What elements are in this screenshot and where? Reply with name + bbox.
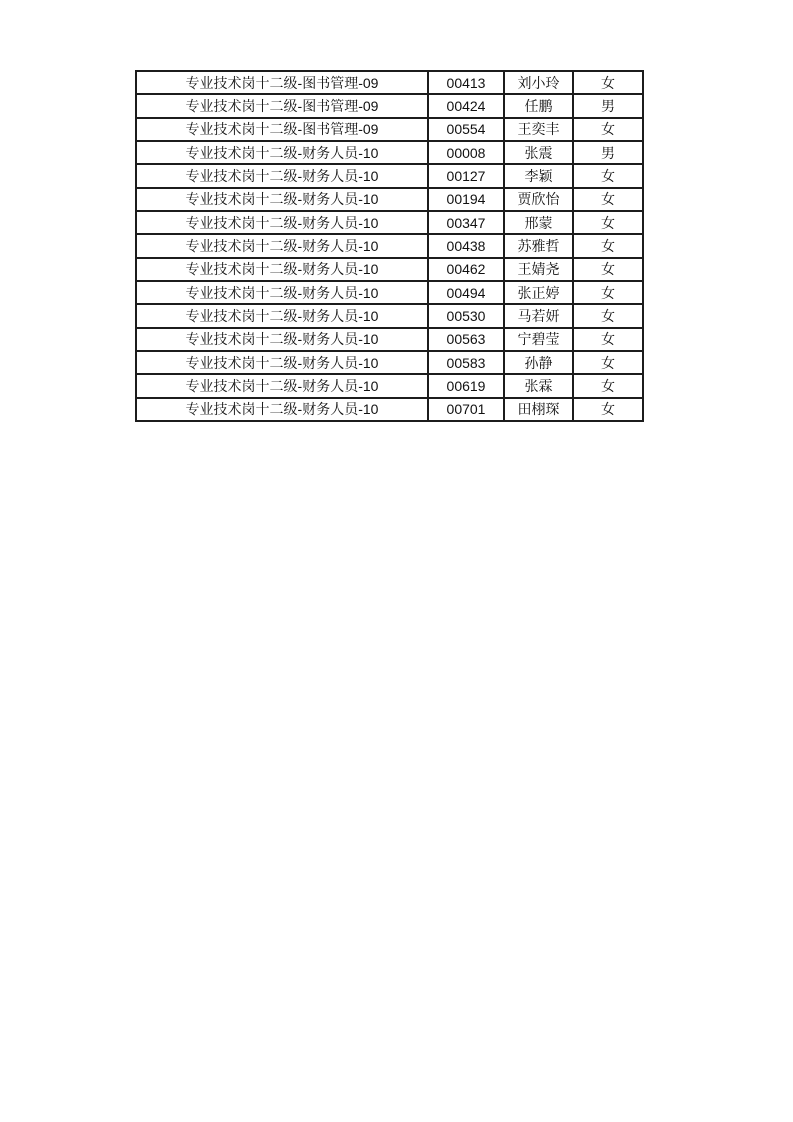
table-row bbox=[136, 374, 643, 397]
cell-position: 专业技术岗十二级-财务人员-10 bbox=[136, 234, 428, 257]
cell-gender: 女 bbox=[573, 351, 643, 374]
cell-exam-number: 00530 bbox=[428, 304, 504, 327]
cell-name: 张正婷 bbox=[504, 281, 573, 304]
cell-gender: 男 bbox=[573, 141, 643, 164]
cell-exam-number: 00194 bbox=[428, 188, 504, 211]
cell-gender: 女 bbox=[573, 71, 643, 94]
cell-exam-number: 00424 bbox=[428, 94, 504, 117]
cell-gender: 女 bbox=[573, 211, 643, 234]
table-row bbox=[136, 211, 643, 234]
cell-name: 马若妍 bbox=[504, 304, 573, 327]
table-row bbox=[136, 398, 643, 421]
cell-name: 王婧尧 bbox=[504, 258, 573, 281]
cell-exam-number: 00347 bbox=[428, 211, 504, 234]
cell-gender: 女 bbox=[573, 398, 643, 421]
cell-exam-number: 00619 bbox=[428, 374, 504, 397]
cell-gender: 女 bbox=[573, 188, 643, 211]
table-row bbox=[136, 71, 643, 94]
cell-gender: 女 bbox=[573, 328, 643, 351]
cell-position: 专业技术岗十二级-财务人员-10 bbox=[136, 188, 428, 211]
cell-name: 任鹏 bbox=[504, 94, 573, 117]
table-row bbox=[136, 304, 643, 327]
cell-name: 田栩琛 bbox=[504, 398, 573, 421]
cell-exam-number: 00701 bbox=[428, 398, 504, 421]
cell-exam-number: 00583 bbox=[428, 351, 504, 374]
cell-exam-number: 00413 bbox=[428, 71, 504, 94]
cell-gender: 女 bbox=[573, 304, 643, 327]
cell-name: 张霖 bbox=[504, 374, 573, 397]
cell-name: 苏雅哲 bbox=[504, 234, 573, 257]
cell-gender: 女 bbox=[573, 258, 643, 281]
cell-name: 李颖 bbox=[504, 164, 573, 187]
cell-position: 专业技术岗十二级-财务人员-10 bbox=[136, 258, 428, 281]
cell-position: 专业技术岗十二级-财务人员-10 bbox=[136, 328, 428, 351]
cell-gender: 女 bbox=[573, 164, 643, 187]
roster-table bbox=[135, 70, 644, 422]
cell-position: 专业技术岗十二级-图书管理-09 bbox=[136, 118, 428, 141]
cell-name: 贾欣怡 bbox=[504, 188, 573, 211]
table-row bbox=[136, 258, 643, 281]
cell-gender: 男 bbox=[573, 94, 643, 117]
cell-position: 专业技术岗十二级-财务人员-10 bbox=[136, 304, 428, 327]
table-row bbox=[136, 281, 643, 304]
cell-exam-number: 00554 bbox=[428, 118, 504, 141]
cell-name: 张震 bbox=[504, 141, 573, 164]
cell-position: 专业技术岗十二级-图书管理-09 bbox=[136, 94, 428, 117]
table-row bbox=[136, 94, 643, 117]
table-row bbox=[136, 141, 643, 164]
cell-position: 专业技术岗十二级-财务人员-10 bbox=[136, 164, 428, 187]
cell-gender: 女 bbox=[573, 374, 643, 397]
table-row bbox=[136, 328, 643, 351]
cell-position: 专业技术岗十二级-财务人员-10 bbox=[136, 398, 428, 421]
cell-gender: 女 bbox=[573, 234, 643, 257]
cell-gender: 女 bbox=[573, 281, 643, 304]
cell-position: 专业技术岗十二级-财务人员-10 bbox=[136, 281, 428, 304]
cell-gender: 女 bbox=[573, 118, 643, 141]
cell-exam-number: 00438 bbox=[428, 234, 504, 257]
cell-exam-number: 00494 bbox=[428, 281, 504, 304]
cell-exam-number: 00462 bbox=[428, 258, 504, 281]
cell-position: 专业技术岗十二级-财务人员-10 bbox=[136, 211, 428, 234]
cell-name: 邢蒙 bbox=[504, 211, 573, 234]
table-row bbox=[136, 188, 643, 211]
cell-exam-number: 00127 bbox=[428, 164, 504, 187]
cell-exam-number: 00563 bbox=[428, 328, 504, 351]
cell-position: 专业技术岗十二级-财务人员-10 bbox=[136, 374, 428, 397]
cell-exam-number: 00008 bbox=[428, 141, 504, 164]
cell-name: 宁碧莹 bbox=[504, 328, 573, 351]
cell-position: 专业技术岗十二级-图书管理-09 bbox=[136, 71, 428, 94]
table-row bbox=[136, 234, 643, 257]
cell-position: 专业技术岗十二级-财务人员-10 bbox=[136, 351, 428, 374]
cell-name: 孙静 bbox=[504, 351, 573, 374]
cell-name: 王奕丰 bbox=[504, 118, 573, 141]
cell-position: 专业技术岗十二级-财务人员-10 bbox=[136, 141, 428, 164]
table-row bbox=[136, 164, 643, 187]
table-row bbox=[136, 118, 643, 141]
table-row bbox=[136, 351, 643, 374]
cell-name: 刘小玲 bbox=[504, 71, 573, 94]
